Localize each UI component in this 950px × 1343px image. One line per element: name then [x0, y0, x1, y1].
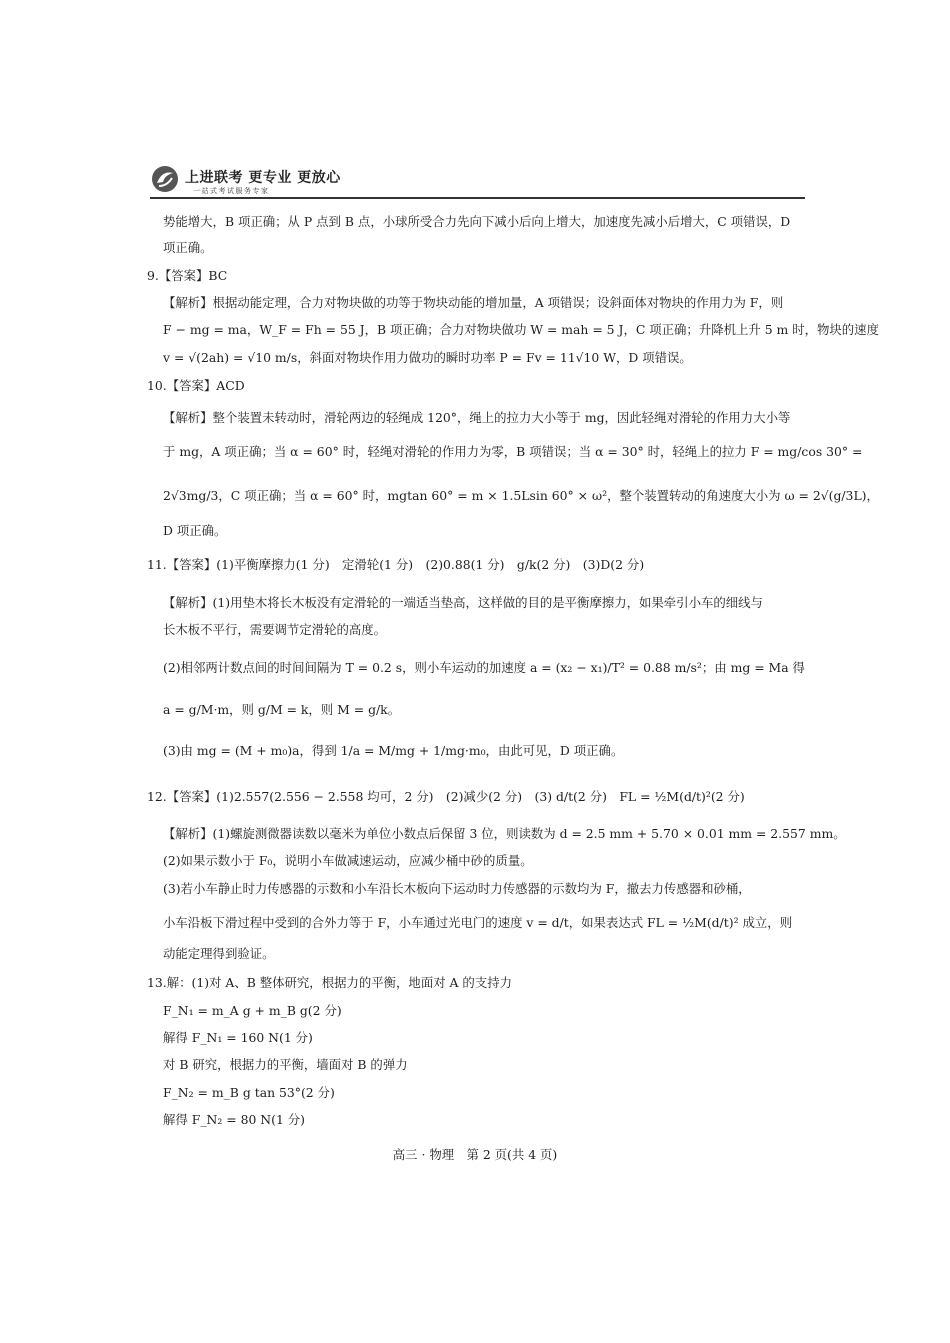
equation-line: F_N₂ = m_B g tan 53°(2 分) — [163, 1085, 335, 1100]
text-line: 【解析】(1)用垫木将长木板没有定滑轮的一端适当垫高，这样做的目的是平衡摩擦力，如果牵引小车的细线与 — [163, 595, 763, 610]
text-line: 【解析】整个装置未转动时，滑轮两边的轻绳成 120°，绳上的拉力大小等于 mg，因此轻绳对滑轮的作用力大小等 — [163, 410, 791, 425]
text-line: D 项正确。 — [163, 523, 227, 538]
text-line: a = g/M·m，则 g/M = k，则 M = g/k。 — [163, 702, 401, 717]
equation-line: F_N₁ = m_A g + m_B g(2 分) — [163, 1003, 342, 1018]
logo-icon — [150, 164, 180, 194]
text-line: (2)如果示数小于 F₀，说明小车做减速运动，应减少桶中砂的质量。 — [163, 853, 533, 868]
answer-heading: 9.【答案】BC — [147, 268, 228, 283]
text-line: 【解析】(1)螺旋测微器读数以毫米为单位小数点后保留 3 位，则读数为 d = 2.5 mm + 5.70 × 0.01 mm = 2.557 mm。 — [163, 826, 846, 841]
text-line: 小车沿板下滑过程中受到的合外力等于 F，小车通过光电门的速度 v = d/t，如果表达式 FL = ½M(d/t)² 成立，则 — [163, 915, 793, 930]
text-line: 动能定理得到验证。 — [163, 946, 275, 961]
header-divider — [150, 197, 805, 199]
equation-line: 解得 F_N₁ = 160 N(1 分) — [163, 1030, 313, 1045]
brand-title: 上进联考 更专业 更放心 — [185, 170, 341, 186]
text-line: 势能增大，B 项正确；从 P 点到 B 点，小球所受合力先向下减小后向上增大，加速度先减小后增大，C 项错误，D — [163, 214, 791, 229]
answer-heading: 11.【答案】(1)平衡摩擦力(1 分) 定滑轮(1 分) (2)0.88(1 分) g/k(2 分) (3)D(2 分) — [147, 557, 645, 572]
text-line: 项正确。 — [163, 240, 213, 255]
text-line: F − mg = ma，W_F = Fh = 55 J，B 项正确；合力对物块做功 W = mah = 5 J，C 项正确；升降机上升 5 m 时，物块的速度 — [163, 322, 879, 337]
text-line: (2)相邻两计数点间的时间间隔为 T = 0.2 s，则小车运动的加速度 a = (x₂ − x₁)/T² = 0.88 m/s²；由 mg = Ma 得 — [163, 660, 805, 675]
text-line: 于 mg，A 项正确；当 α = 60° 时，轻绳对滑轮的作用力为零，B 项错误；当 α = 30° 时，轻绳上的拉力 F = mg/cos 30° = — [163, 444, 863, 459]
text-line: (3)若小车静止时力传感器的示数和小车沿长木板向下运动时力传感器的示数均为 F，撤去力传感器和砂桶， — [163, 881, 751, 896]
text-line: (3)由 mg = (M + m₀)a，得到 1/a = M/mg + 1/mg·m₀，由此可见，D 项正确。 — [163, 743, 624, 758]
equation-line: 解得 F_N₂ = 80 N(1 分) — [163, 1112, 306, 1127]
text-line: 2√3mg/3，C 项正确；当 α = 60° 时，mgtan 60° = m × 1.5Lsin 60° × ω²，整个装置转动的角速度大小为 ω = 2√(g/3L)， — [163, 488, 879, 503]
text-line: 【解析】根据动能定理，合力对物块做的功等于物块动能的增加量，A 项错误；设斜面体对物块的作用力为 F，则 — [163, 295, 784, 310]
answer-heading: 10.【答案】ACD — [147, 378, 245, 393]
text-line: 长木板不平行，需要调节定滑轮的高度。 — [163, 622, 387, 637]
text-line: v = √(2ah) = √10 m/s，斜面对物块作用力做功的瞬时功率 P = Fv = 11√10 W，D 项错误。 — [163, 350, 692, 365]
solution-heading: 13.解：(1)对 A、B 整体研究，根据力的平衡，地面对 A 的支持力 — [147, 975, 512, 990]
text-line: 对 B 研究，根据力的平衡，墙面对 B 的弹力 — [163, 1057, 408, 1072]
page-footer: 高三 · 物理 第 2 页(共 4 页) — [392, 1147, 558, 1162]
brand-slogan: 一站式考试服务专家 — [193, 187, 270, 195]
answer-heading: 12.【答案】(1)2.557(2.556 − 2.558 均可，2 分) (2)减少(2 分) (3) d/t(2 分) FL = ½M(d/t)²(2 分) — [147, 789, 745, 804]
